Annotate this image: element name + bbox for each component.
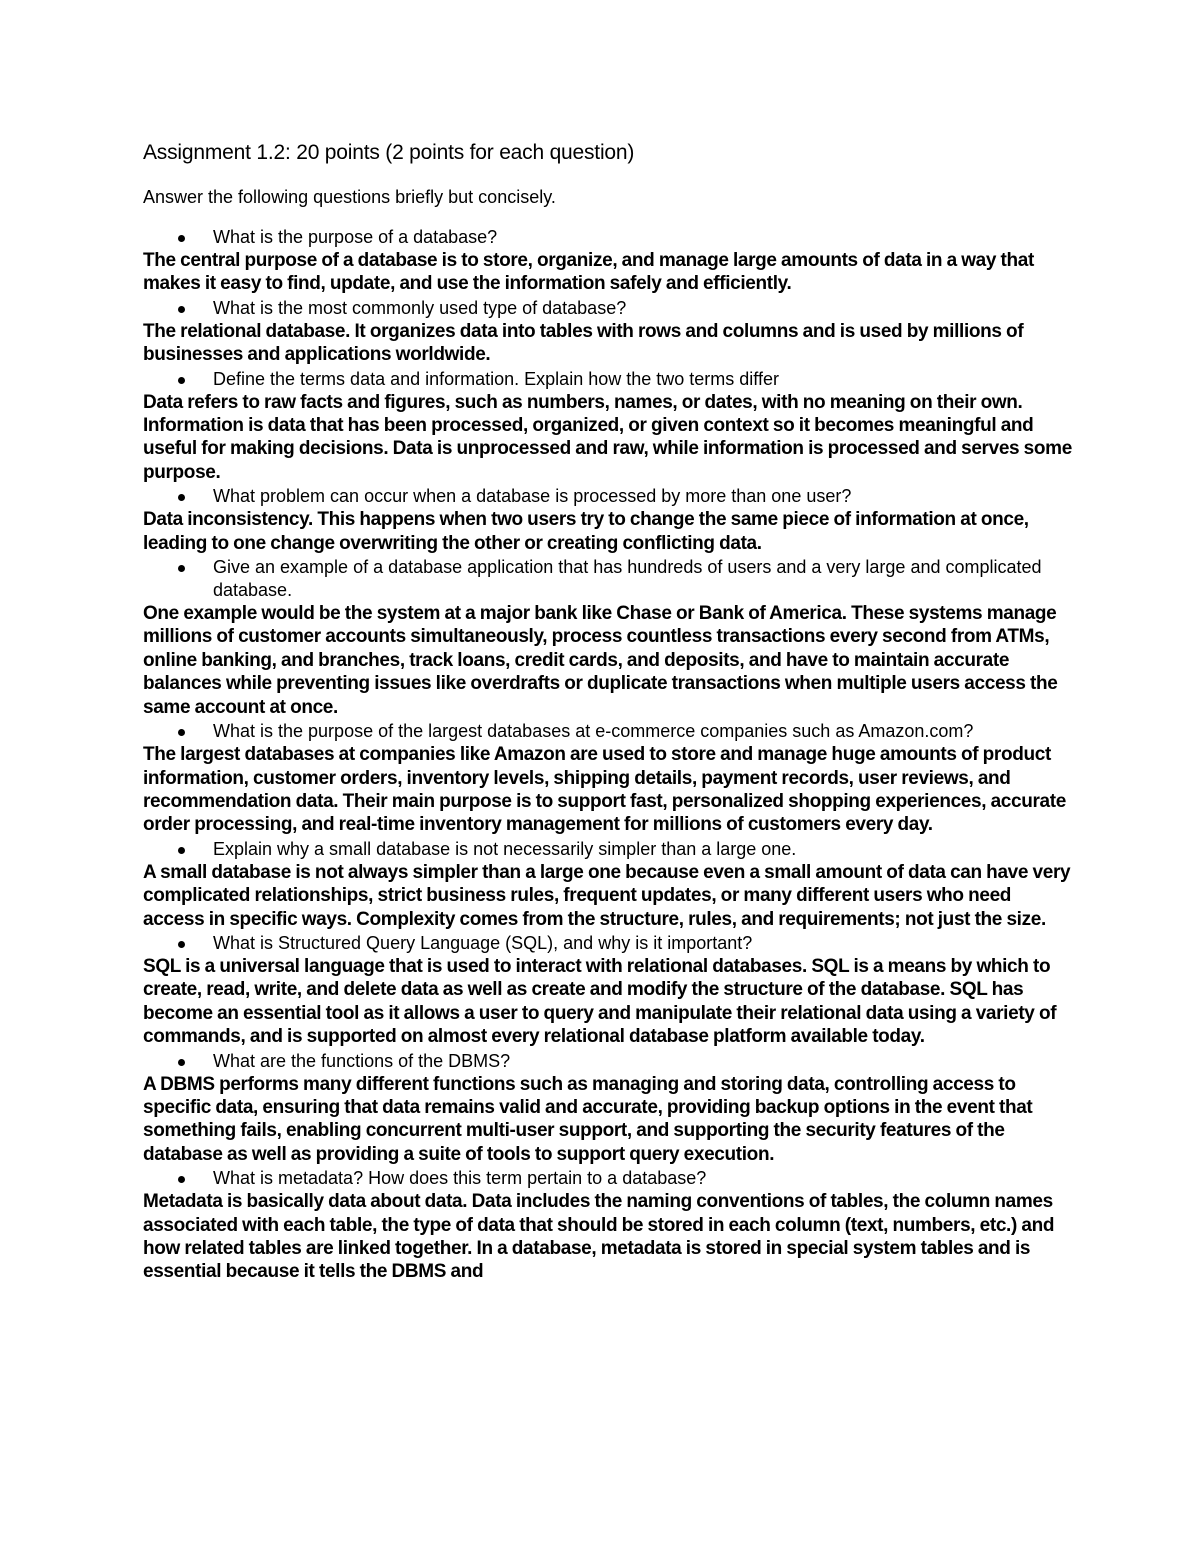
question-text: Explain why a small database is not necessarily simpler than a large one. — [213, 838, 797, 859]
qa-item — [143, 1167, 1073, 1284]
question-5 — [143, 556, 1073, 602]
question-text: Give an example of a database application that has hundreds of users and a very large and complicated database. — [213, 557, 1042, 601]
answer-5: One example would be the system at a major bank like Chase or Bank of America. These systems manage millions of customer accounts simultaneously, process countless transactions every second from ATMs, online banking, and branches, track loans, credit cards, and deposits, and have to maintain accurate balances while preventing issues like overdrafts or duplicate transactions when multiple users access the same account at once. — [143, 603, 1058, 718]
question-4 — [143, 485, 1073, 508]
bullet-icon — [178, 847, 185, 854]
qa-item — [143, 838, 1073, 931]
bullet-icon — [178, 941, 185, 948]
answer-10: Metadata is basically data about data. Data includes the naming conventions of tables, the column names associated with each table, the type of data that should be stored in each column (text, numbers, etc.) and how related tables are linked together. In a database, metadata is stored in special system tables and is essential because it tells the DBMS and — [143, 1191, 1055, 1283]
question-text: What problem can occur when a database is processed by more than one user? — [213, 486, 852, 507]
qa-item — [143, 485, 1073, 555]
bullet-icon — [178, 729, 185, 736]
answer-3: Data refers to raw facts and figures, such as numbers, names, or dates, with no meaning on their own. Information is data that has been processed, organized, or given context so it becomes meaningful and useful for making decisions. Data is unprocessed and raw, while information is processed and serves some purpose. — [143, 391, 1072, 483]
question-text: What is the purpose of a database? — [213, 227, 498, 247]
question-8 — [143, 932, 1073, 955]
bullet-icon — [178, 565, 185, 572]
qa-item — [143, 556, 1073, 719]
question-9 — [143, 1050, 1073, 1073]
instructions-text: Answer the following questions briefly but concisely. — [143, 187, 556, 207]
bullet-icon — [178, 306, 185, 313]
answer-2: The relational database. It organizes data into tables with rows and columns and is used by millions of businesses and applications worldwide. — [143, 320, 1024, 366]
answer-7: A small database is not always simpler than a large one because even a small amount of data can have very complicated relationships, strict business rules, frequent updates, or many different users who need access in specific ways. Complexity comes from the structure, rules, and requirements; not just the size. — [143, 861, 1071, 930]
answer-1: The central purpose of a database is to store, organize, and manage large amounts of data in a way that makes it easy to find, update, and use the information safely and efficiently. — [143, 250, 1034, 295]
assignment-title: Assignment 1.2: 20 points (2 points for each question) — [143, 141, 635, 164]
qa-item — [143, 1050, 1073, 1167]
answer-6: The largest databases at companies like Amazon are used to store and manage huge amounts of product information, customer orders, inventory levels, shipping details, payment records, user reviews, and recommendation data. Their main purpose is to support fast, personalized shopping experiences, accurate order processing, and real-time inventory management for millions of customers every day. — [143, 744, 1066, 836]
question-7 — [143, 838, 1073, 861]
bullet-icon — [178, 494, 185, 501]
question-text: What is the most commonly used type of database? — [213, 297, 627, 318]
question-1 — [143, 226, 1073, 249]
qa-item — [143, 297, 1073, 367]
question-text: What is the purpose of the largest databases at e-commerce companies such as Amazon.com? — [213, 721, 974, 742]
question-2 — [143, 297, 1073, 320]
question-text: What are the functions of the DBMS? — [213, 1050, 511, 1071]
question-text: What is Structured Query Language (SQL), and why is it important? — [213, 932, 753, 953]
document-page — [143, 138, 1073, 1285]
qa-item — [143, 932, 1073, 1049]
question-list — [143, 226, 1073, 1284]
answer-4: Data inconsistency. This happens when two users try to change the same piece of information at once, leading to one change overwriting the other or creating conflicting data. — [143, 509, 1029, 554]
answer-8: SQL is a universal language that is used to interact with relational databases. SQL is a means by which to create, read, write, and delete data as well as create and modify the structure of the database. SQL has become an essential tool as it allows a user to query and manipulate their relational data using a variety of commands, and is supported on almost every relational database platform available today. — [143, 955, 1057, 1048]
question-text: Define the terms data and information. Explain how the two terms differ — [213, 368, 779, 389]
bullet-icon — [178, 235, 185, 242]
answer-9: A DBMS performs many different functions such as managing and storing data, controlling access to specific data, ensuring that data remains valid and accurate, providing backup options in the event that something fails, enabling concurrent multi-user support, and supporting the security features of the database as well as providing a suite of tools to support query execution. — [143, 1073, 1033, 1165]
bullet-icon — [178, 377, 185, 384]
question-10 — [143, 1167, 1073, 1190]
qa-item — [143, 226, 1073, 296]
question-text: What is metadata? How does this term pertain to a database? — [213, 1168, 707, 1189]
question-3 — [143, 368, 1073, 391]
qa-item — [143, 720, 1073, 837]
bullet-icon — [178, 1176, 185, 1183]
question-6 — [143, 720, 1073, 743]
qa-item — [143, 368, 1073, 485]
bullet-icon — [178, 1059, 185, 1066]
